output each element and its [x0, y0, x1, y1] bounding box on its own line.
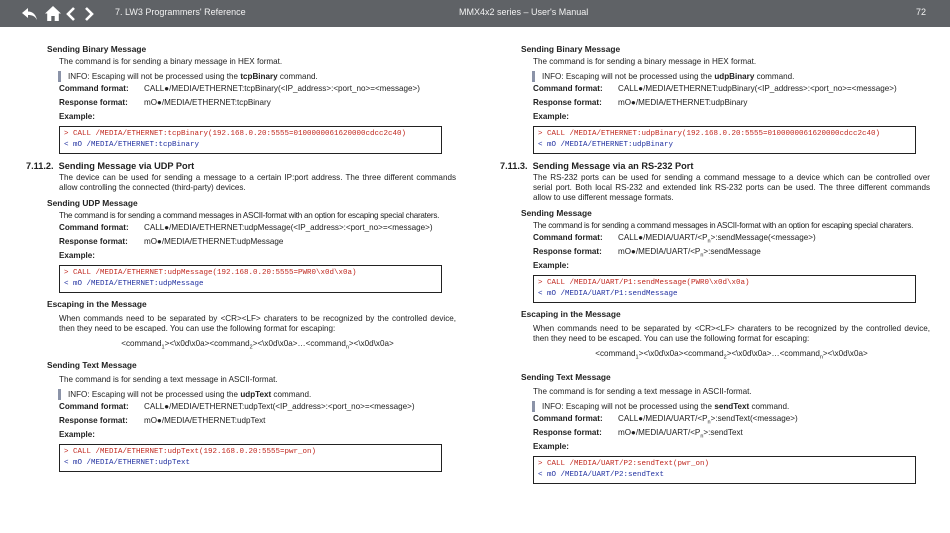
section-description: The RS-232 ports can be used for sending a command message to a device which can be controlled over serial port. Both local RS-232 and extended link RS-232 ports can be used. The three different commands allow to use different message formats.: [533, 173, 930, 202]
response-format-row: Response format: mO●/MEDIA/ETHERNET:tcpBinary: [59, 98, 271, 107]
code-example: [533, 275, 916, 303]
code-response-line: < mO /MEDIA/ETHERNET:udpText: [64, 458, 191, 467]
udp-binary-block: [500, 43, 930, 154]
page-number: 72: [916, 7, 927, 17]
escaping-format: <command$_1$><\x0d\x0a><command$_2$><\x0d\x0a>…<command$_n$><\x0d\x0a>: [121, 339, 394, 351]
description: When commands need to be separated by <CR><LF> charaters to be recognized by the controlled device, then they need to be escaped. You can use the following format for escaping:: [533, 324, 930, 343]
command-format-row: Command format: $CALL●/MEDIA/UART/<P_n>:sendMessage(<message>)$: [533, 233, 816, 245]
chevron-right-icon[interactable]: [82, 4, 96, 23]
code-request-line: > CALL /MEDIA/ETHERNET:udpBinary(192.168.0.20:5555=0100000061620000cdcc2c40): [538, 130, 881, 138]
code-example: [59, 444, 442, 472]
example-label: Example:: [59, 251, 95, 260]
code-example: [59, 265, 442, 293]
heading-sending-binary-message: Sending Binary Message: [47, 44, 147, 54]
heading-sending-binary-message: Sending Binary Message: [521, 44, 621, 54]
code-request-line: > CALL /MEDIA/UART/P2:sendText(pwr_on): [538, 459, 710, 468]
heading-sending-message: Sending Message: [521, 208, 592, 218]
section-heading-udp: 7.11.2. Sending Message via UDP Port: [26, 161, 195, 171]
example-label: Example:: [533, 112, 569, 121]
response-format-row: Response format: mO●/MEDIA/ETHERNET:udpMessage: [59, 237, 284, 246]
heading-sending-udp-message: Sending UDP Message: [47, 198, 138, 208]
escaping-block: [26, 298, 456, 354]
udp-text-block: [26, 359, 456, 472]
description: The command is for sending a command messages in ASCII-format with an option for escaping special charaters.: [59, 211, 440, 220]
description: When commands need to be separated by <CR><LF> charaters to be recognized by the controlled device, then they need to be escaped. You can use the following format for escaping:: [59, 314, 456, 333]
home-icon[interactable]: [43, 4, 63, 23]
escaping-format: <command$_1$><\x0d\x0a><command$_2$><\x0d\x0a>…<command$_n$><\x0d\x0a>: [595, 349, 868, 361]
rs232-text-block: [500, 371, 930, 484]
left-column: [26, 43, 456, 472]
description: The command is for sending a command messages in ASCII-format with an option for escaping special charaters.: [533, 221, 914, 230]
description: The command is for sending a binary message in HEX format.: [59, 57, 283, 66]
code-response-line: < mO /MEDIA/ETHERNET:udpBinary: [538, 141, 674, 149]
escaping-block: [500, 308, 930, 364]
heading-escaping: Escaping in the Message: [521, 309, 621, 319]
back-icon[interactable]: [20, 4, 40, 23]
response-format-row: Response format: $mO●/MEDIA/UART/<P_n>:sendText$: [533, 427, 743, 440]
example-label: Example:: [59, 429, 95, 439]
code-response-line: < mO /MEDIA/UART/P2:sendText: [538, 470, 665, 479]
command-format-row: Command format: $CALL●/MEDIA/UART/<P_n>:sendText(<message>)$: [533, 413, 798, 426]
response-format-row: Response format: mO●/MEDIA/ETHERNET:udpBinary: [533, 98, 748, 107]
rs232-message-block: [500, 207, 930, 303]
code-request-line: > CALL /MEDIA/ETHERNET:udpText(192.168.0.20:5555=pwr_on): [64, 447, 317, 456]
code-example: [533, 456, 916, 484]
description: The command is for sending a text message in ASCII-format.: [59, 374, 278, 384]
heading-escaping: Escaping in the Message: [47, 299, 147, 309]
example-label: Example:: [533, 441, 569, 451]
section-heading-rs232: 7.11.3. Sending Message via an RS-232 Port: [500, 161, 694, 171]
command-format-row: Command format: CALL●/MEDIA/ETHERNET:udpText(<IP_address>:<port_no>=<message>): [59, 401, 415, 411]
description: The command is for sending a binary message in HEX format.: [533, 57, 757, 66]
code-response-line: < mO /MEDIA/UART/P1:sendMessage: [538, 290, 678, 298]
command-format-row: Command format: CALL●/MEDIA/ETHERNET:udpMessage(<IP_address>:<port_no>=<message>): [59, 223, 433, 232]
tcp-binary-block: [26, 43, 456, 154]
description: The command is for sending a text message in ASCII-format.: [533, 386, 752, 396]
udp-message-block: [26, 197, 456, 293]
command-format-row: Command format: CALL●/MEDIA/ETHERNET:udpBinary(<IP_address>:<port_no>=<message>): [533, 84, 897, 93]
example-label: Example:: [59, 112, 95, 121]
response-format-row: Response format: $mO●/MEDIA/UART/<P_n>:sendMessage$: [533, 247, 761, 259]
info-note: INFO: Escaping will not be processed using the tcpBinary command.: [66, 71, 456, 82]
code-request-line: > CALL /MEDIA/ETHERNET:udpMessage(192.168.0.20:5555=PWR0\x0d\x0a): [64, 269, 357, 277]
info-note: INFO: Escaping will not be processed using the udpBinary command.: [540, 71, 930, 82]
info-note: INFO: Escaping will not be processed using the udpText command.: [66, 389, 456, 400]
section-title: 7. LW3 Programmers' Reference: [115, 7, 246, 17]
section-description: The device can be used for sending a message to a certain IP:port address. The three different commands allow controlling the connected (third-party) devices.: [59, 173, 456, 192]
top-navigation-bar: [0, 0, 950, 27]
code-example: [59, 126, 442, 154]
code-response-line: < mO /MEDIA/ETHERNET:udpMessage: [64, 280, 204, 288]
code-response-line: < mO /MEDIA/ETHERNET:tcpBinary: [64, 141, 200, 149]
right-column: [500, 43, 930, 484]
code-request-line: > CALL /MEDIA/UART/P1:sendMessage(PWR0\x0d\x0a): [538, 279, 750, 287]
manual-title: MMX4x2 series – User's Manual: [459, 7, 589, 17]
heading-sending-text-message: Sending Text Message: [521, 371, 611, 382]
info-note: INFO: Escaping will not be processed using the sendText command.: [540, 401, 930, 412]
code-request-line: > CALL /MEDIA/ETHERNET:tcpBinary(192.168.0.20:5555=0100000061620000cdcc2c40): [64, 130, 407, 138]
chevron-left-icon[interactable]: [64, 4, 78, 23]
command-format-row: Command format: CALL●/MEDIA/ETHERNET:tcpBinary(<IP_address>:<port_no>=<message>): [59, 84, 420, 93]
heading-sending-text-message: Sending Text Message: [47, 359, 137, 370]
example-label: Example:: [533, 261, 569, 270]
code-example: [533, 126, 916, 154]
response-format-row: Response format: mO●/MEDIA/ETHERNET:udpText: [59, 415, 266, 425]
